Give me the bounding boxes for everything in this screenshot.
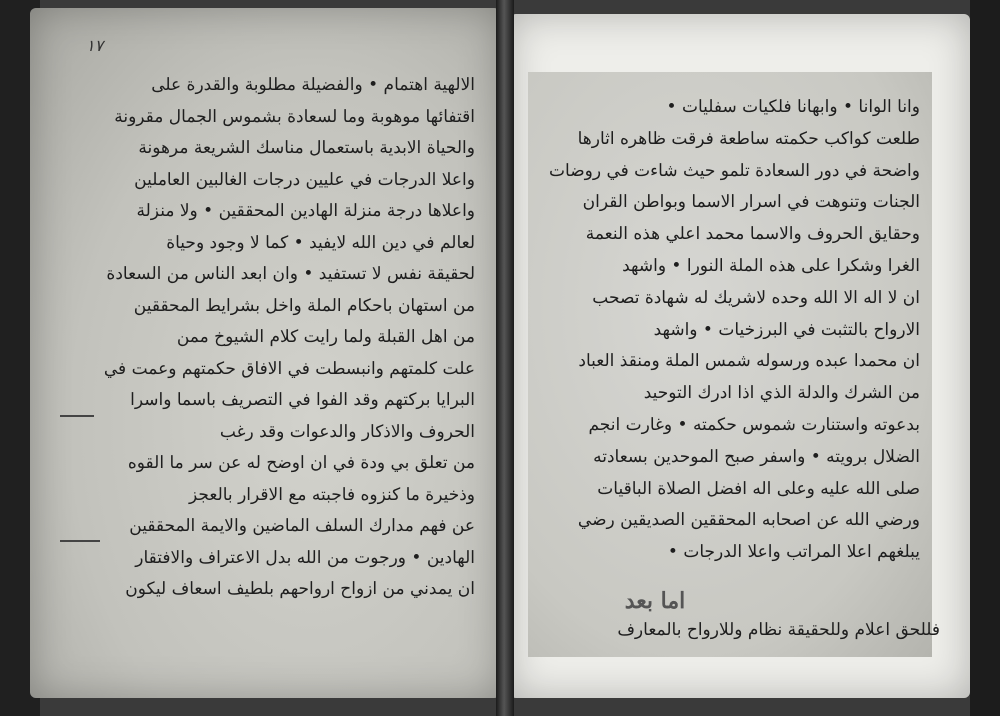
text-line: لحقيقة نفس لا تستفيد • وان ابعد الناس من السعادة [106, 264, 475, 284]
text-line: علت كلمتهم وانبسطت في الافاق حكمتهم وعمت في [103, 358, 475, 379]
text-line: واعلا الدرجات في عليين درجات الغالبين العاملين [134, 169, 475, 190]
margin-dash [60, 540, 100, 542]
text-line: والحياة الابدية باستعمال مناسك الشريعة مرهونة [138, 138, 475, 158]
text-line: من تعلق بي ودة في ان اوضح له عن سر ما القوه [127, 453, 475, 473]
text-line: لعالم في دين الله لايفيد • كما لا وجود وحياة [166, 232, 475, 253]
text-line: واعلاها درجة منزلة الهادين المحققين • ولا منزلة [136, 201, 475, 221]
scan-background-right [970, 0, 1000, 716]
text-line: ورضي الله عن اصحابه المحققين الصديقين رضي [577, 510, 920, 531]
page-number: ١٧ [86, 36, 104, 55]
text-line: يبلغهم اعلا المراتب واعلا الدرجات • [667, 542, 920, 563]
text-line: واضحة في دور السعادة تلمو حيث شاءت في روضات [549, 160, 920, 181]
text-line: الهادين • ورجوت من الله بدل الاعتراف والافتقار [135, 547, 475, 568]
right-page-text [540, 92, 920, 569]
text-line: وانا الوانا • وابهانا فلكيات سفليات • [666, 97, 920, 117]
text-line: الحروف والاذكار والدعوات وقد رغب [219, 421, 475, 442]
text-line: الغرا وشكرا على هذه الملة النورا • واشهد [622, 255, 920, 276]
text-line: اقتفائها موهوبة وما لسعادة بشموس الجمال مقرونة [114, 106, 475, 127]
book-gutter [496, 0, 514, 716]
text-line: الارواح بالتثبت في البرزخيات • واشهد [653, 319, 920, 340]
text-line: عن فهم مدارك السلف الماضين والايمة المحققين [129, 516, 475, 536]
text-line: من استهان باحكام الملة واخل بشرايط المحققين [133, 295, 475, 316]
text-line: صلى الله عليه وعلى اله افضل الصلاة الباقيات [597, 478, 920, 499]
text-line: من اهل القبلة ولما رايت كلام الشيوخ ممن [176, 327, 475, 347]
text-line: بدعوته واستنارت شموس حكمته • وغارت انجم [588, 414, 920, 435]
text-line: وذخيرة ما كنزوه فاجبته مع الاقرار بالعجز [189, 484, 475, 505]
text-line: ان يمدني من ازواح ارواحهم بلطيف اسعاف ليكون [125, 579, 475, 599]
left-page-text [90, 70, 475, 606]
text-line: الجنات وتنوهت في اسرار الاسما وبواطن القران [582, 192, 920, 213]
text-line: ان لا اله الا الله وحده لاشريك له شهادة تصحب [592, 287, 920, 308]
text-line: من الشرك والدلة الذي اذا ادرك التوحيد [643, 383, 920, 404]
text-line: ان محمدا عبده ورسوله شمس الملة ومنقذ العباد [578, 351, 920, 372]
text-line: وحقايق الحروف والاسما محمد اعلي هذه النعمة [585, 224, 920, 245]
section-heading: اما بعد [624, 588, 686, 614]
final-text-line: فللحق اعلام وللحقيقة نظام وللارواح بالمعارف [617, 620, 940, 640]
text-line: الالهية اهتمام • والفضيلة مطلوبة والقدرة على [151, 75, 475, 95]
text-line: الضلال برويته • واسفر صبح الموحدين بسعادته [593, 446, 920, 467]
text-line: البرايا بركتهم وقد الفوا في التصريف باسما واسرا [130, 390, 475, 410]
margin-dash [60, 415, 94, 417]
text-line: طلعت كواكب حكمته ساطعة فرقت ظاهره اثارها [577, 128, 920, 149]
